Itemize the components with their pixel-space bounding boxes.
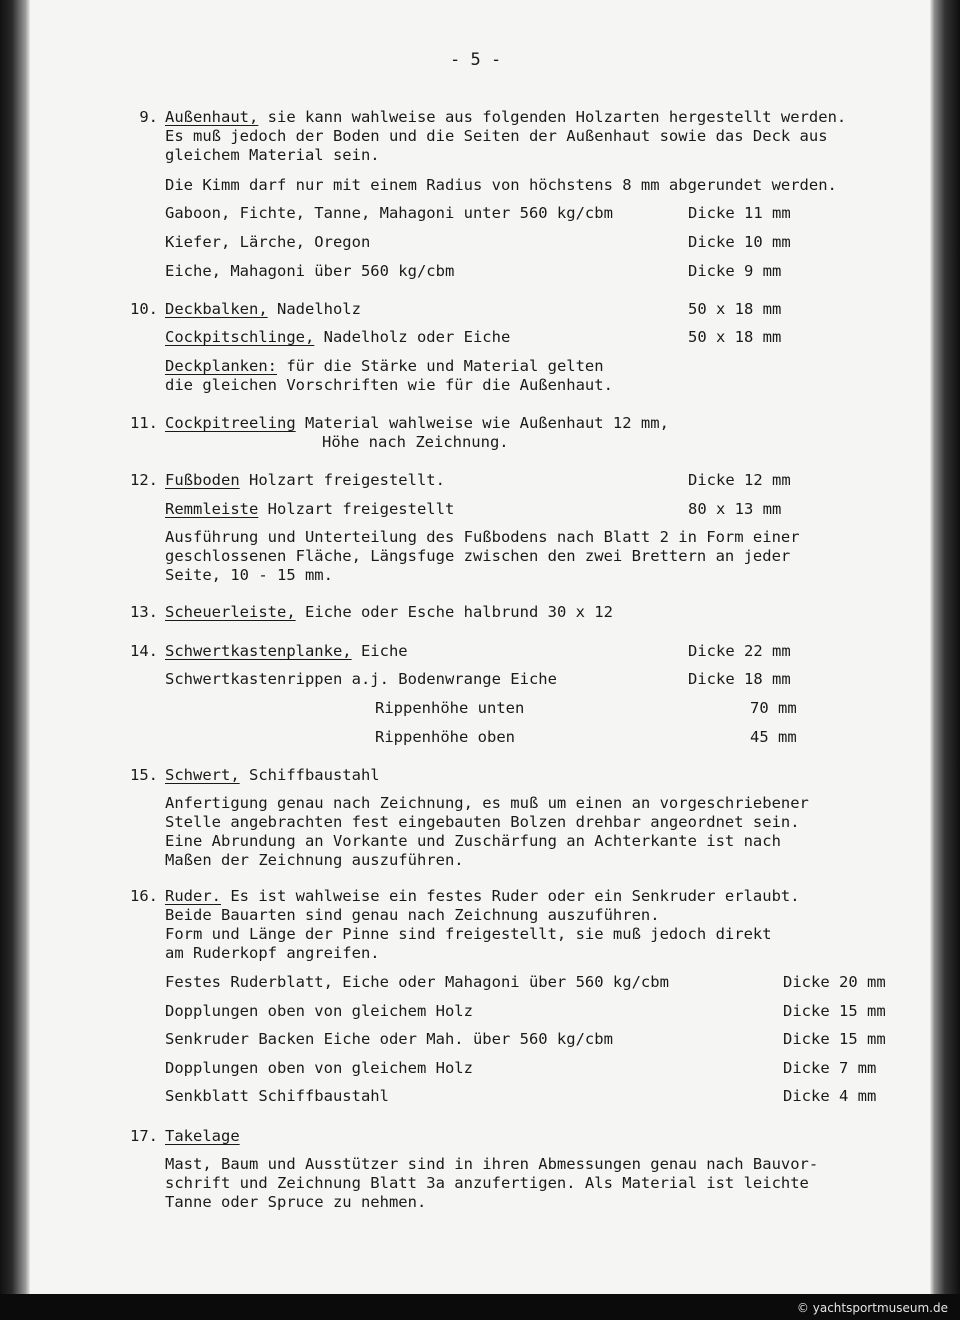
section-line: am Ruderkopf angreifen. bbox=[165, 944, 380, 962]
spec-value: Dicke 20 mm bbox=[783, 973, 886, 991]
spec-value: Dicke 18 mm bbox=[688, 670, 791, 688]
section-text: für die Stärke und Material gelten bbox=[276, 357, 604, 375]
section-number: 15. bbox=[130, 766, 158, 784]
section-title: Deckbalken, bbox=[165, 300, 268, 318]
spec-label: Kiefer, Lärche, Oregon bbox=[165, 233, 371, 251]
spec-label: Festes Ruderblatt, Eiche oder Mahagoni über 560 kg/cbm bbox=[165, 973, 669, 991]
section-title: Außenhaut, bbox=[165, 108, 259, 126]
section-line: Stelle angebrachten fest eingebauten Bolzen drehbar angeordnet sein. bbox=[165, 813, 800, 831]
section-text: Material wahlweise wie Außenhaut 12 mm, bbox=[295, 414, 669, 432]
section-number: 13. bbox=[130, 603, 158, 621]
section-line: Tanne oder Spruce zu nehmen. bbox=[165, 1193, 427, 1211]
section-title: Deckplanken: bbox=[165, 357, 277, 375]
spec-value: 50 x 18 mm bbox=[688, 300, 782, 318]
section-line: Es muß jedoch der Boden und die Seiten der Außenhaut sowie das Deck aus bbox=[165, 127, 828, 145]
section-title: Schwertkastenplanke, bbox=[165, 642, 352, 660]
section-line bbox=[165, 414, 669, 432]
spec-value: Dicke 22 mm bbox=[688, 642, 791, 660]
section-text: Schiffbaustahl bbox=[239, 766, 380, 784]
section-line: Ausführung und Unterteilung des Fußbodens nach Blatt 2 in Form einer bbox=[165, 528, 800, 546]
spec-value: Dicke 12 mm bbox=[688, 471, 791, 489]
section-line bbox=[165, 642, 408, 660]
section-line bbox=[165, 328, 510, 346]
section-line bbox=[165, 887, 800, 905]
section-title: Ruder. bbox=[165, 887, 221, 905]
section-number: 11. bbox=[130, 414, 158, 432]
spec-label: Dopplungen oben von gleichem Holz bbox=[165, 1059, 473, 1077]
kimm-note: Die Kimm darf nur mit einem Radius von höchstens 8 mm abgerundet werden. bbox=[165, 176, 837, 194]
section-text: sie kann wahlweise aus folgenden Holzarten hergestellt werden. bbox=[258, 108, 847, 126]
section-line bbox=[165, 471, 445, 489]
section-line: geschlossenen Fläche, Längsfuge zwischen den zwei Brettern an jeder bbox=[165, 547, 791, 565]
spec-label: Senkruder Backen Eiche oder Mah. über 560 kg/cbm bbox=[165, 1030, 613, 1048]
section-line: Mast, Baum und Ausstützer sind in ihren Abmessungen genau nach Bauvor- bbox=[165, 1155, 819, 1173]
spec-value: 45 mm bbox=[750, 728, 797, 746]
section-line: Anfertigung genau nach Zeichnung, es muß um einen an vorgeschriebener bbox=[165, 794, 809, 812]
section-line: Eine Abrundung an Vorkante und Zuschärfung an Achterkante ist nach bbox=[165, 832, 781, 850]
spec-value: Dicke 4 mm bbox=[783, 1087, 877, 1105]
spec-value: 70 mm bbox=[750, 699, 797, 717]
scan-right-edge bbox=[930, 0, 960, 1295]
section-title: Cockpitschlinge, bbox=[165, 328, 315, 346]
spec-label: Eiche, Mahagoni über 560 kg/cbm bbox=[165, 262, 455, 280]
section-number: 12. bbox=[130, 471, 158, 489]
spec-label: Rippenhöhe oben bbox=[375, 728, 515, 746]
section-line bbox=[165, 766, 380, 784]
section-line: Seite, 10 - 15 mm. bbox=[165, 566, 333, 584]
page-number: - 5 - bbox=[450, 50, 502, 70]
section-line: Höhe nach Zeichnung. bbox=[322, 433, 509, 451]
watermark: © yachtsportmuseum.de bbox=[796, 1301, 948, 1315]
spec-value: 50 x 18 mm bbox=[688, 328, 782, 346]
section-line: Beide Bauarten sind genau nach Zeichnung auszuführen. bbox=[165, 906, 660, 924]
section-text: Es ist wahlweise ein festes Ruder oder ein Senkruder erlaubt. bbox=[221, 887, 800, 905]
spec-value: Dicke 7 mm bbox=[783, 1059, 877, 1077]
section-line: gleichem Material sein. bbox=[165, 146, 380, 164]
spec-label: Gaboon, Fichte, Tanne, Mahagoni unter 560 kg/cbm bbox=[165, 204, 613, 222]
section-text: Holzart freigestellt. bbox=[239, 471, 445, 489]
section-number: 9. bbox=[139, 108, 158, 126]
spec-value: Dicke 15 mm bbox=[783, 1030, 886, 1048]
spec-value: Dicke 11 mm bbox=[688, 204, 791, 222]
section-title: Takelage bbox=[165, 1127, 240, 1145]
section-line bbox=[165, 1127, 240, 1145]
spec-label: Schwertkastenrippen a.j. Bodenwrange Eiche bbox=[165, 670, 557, 688]
section-number: 14. bbox=[130, 642, 158, 660]
section-text: Holzart freigestellt bbox=[258, 500, 455, 518]
spec-value: 80 x 13 mm bbox=[688, 500, 782, 518]
section-title: Scheuerleiste, bbox=[165, 603, 296, 621]
section-number: 10. bbox=[130, 300, 158, 318]
section-text: Eiche oder Esche halbrund 30 x 12 bbox=[295, 603, 613, 621]
scan-left-edge bbox=[0, 0, 30, 1295]
spec-label: Rippenhöhe unten bbox=[375, 699, 525, 717]
spec-value: Dicke 15 mm bbox=[783, 1002, 886, 1020]
section-line bbox=[165, 357, 604, 375]
footer-bar bbox=[0, 1294, 960, 1320]
section-line bbox=[165, 108, 846, 126]
section-title: Fußboden bbox=[165, 471, 240, 489]
spec-label: Senkblatt Schiffbaustahl bbox=[165, 1087, 389, 1105]
spec-value: Dicke 9 mm bbox=[688, 262, 782, 280]
section-text: Eiche bbox=[351, 642, 408, 660]
section-line bbox=[165, 300, 361, 318]
section-title: Remmleiste bbox=[165, 500, 259, 518]
spec-label: Dopplungen oben von gleichem Holz bbox=[165, 1002, 473, 1020]
section-line bbox=[165, 603, 613, 621]
section-title: Schwert, bbox=[165, 766, 240, 784]
section-number: 16. bbox=[130, 887, 158, 905]
section-text: Nadelholz oder Eiche bbox=[314, 328, 511, 346]
section-line: schrift und Zeichnung Blatt 3a anzufertigen. Als Material ist leichte bbox=[165, 1174, 809, 1192]
section-line: die gleichen Vorschriften wie für die Außenhaut. bbox=[165, 376, 613, 394]
section-title: Cockpitreeling bbox=[165, 414, 296, 432]
section-line: Form und Länge der Pinne sind freigestellt, sie muß jedoch direkt bbox=[165, 925, 772, 943]
section-text: Nadelholz bbox=[267, 300, 361, 318]
section-line: Maßen der Zeichnung auszuführen. bbox=[165, 851, 464, 869]
section-line bbox=[165, 500, 454, 518]
spec-value: Dicke 10 mm bbox=[688, 233, 791, 251]
section-number: 17. bbox=[130, 1127, 158, 1145]
